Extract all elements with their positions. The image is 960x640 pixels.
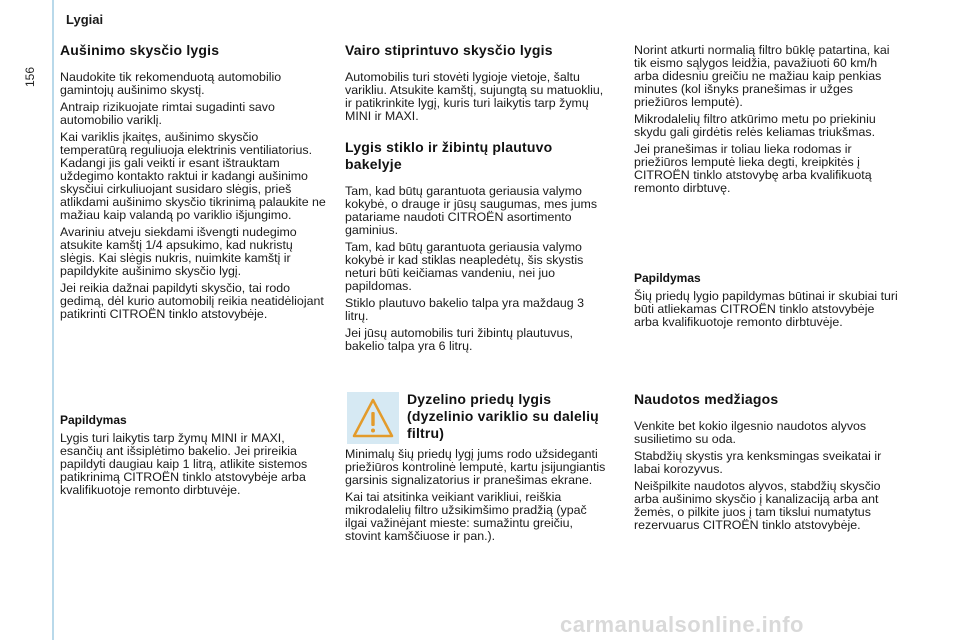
coolant-topup-section bbox=[60, 413, 328, 501]
additive-topup-title: Papildymas bbox=[634, 271, 701, 285]
filter-section bbox=[634, 44, 900, 199]
coolant-para: Antraip rizikuojate rimtai sugadinti savo automobilio variklį. bbox=[60, 100, 275, 127]
washer-para: Tam, kad būtų garantuota geriausia valymo kokybė, o drauge ir jūsų saugumas, mes jums patariame naudoti CITROËN asortimento gaminius. bbox=[345, 184, 598, 237]
coolant-para: Avariniu atveju siekdami išvengti nudegimo atsukite kamštį 1/4 apsukimo, kad nukristų slėgis. Kai slėgis nukris, nuimkite kamštį ir papildykite aušinimo skysčio lygį. bbox=[60, 225, 297, 278]
used-materials-para: Neišpilkite naudotos alyvos, stabdžių skysčio arba aušinimo skysčio į kanalizaciją arba ant žemės, o pilkite juos į tam tikslui numatytus rezervuarus CITROËN tinklo atstovybėje. bbox=[634, 479, 881, 532]
steering-text: Automobilis turi stovėti lygioje vietoje, šaltu varikliu. Atsukite kamštį, sujungtą su matuokliu, ir patikrinkite lygį, kuris turi laikytis tarp žymų MINI ir MAXI. bbox=[345, 70, 604, 123]
washer-para: Tam, kad būtų garantuota geriausia valymo kokybė ir kad stiklas neapledėtų, šis skystis neturi būti keičiamas vandeniu, nei juo papildomas. bbox=[345, 240, 584, 293]
coolant-topup-text: Lygis turi laikytis tarp žymų MINI ir MAXI, esančių ant išsiplėtimo bakelio. Jei prireikia papildyti daugiau kaip 1 litrą, atlikite sistemos patikrinimą CITROËN tinklo atstovybėje arba kvalifikuotoje remonto dirbtuvėje. bbox=[60, 431, 308, 497]
additive-topup-section bbox=[634, 271, 900, 333]
side-accent-bar bbox=[52, 0, 54, 640]
steering-title: Vairo stiprintuvo skysčio lygis bbox=[345, 42, 553, 58]
steering-section bbox=[345, 42, 607, 127]
filter-para: Mikrodalelių filtro atkūrimo metu po priekiniu skydu gali girdėtis relės keliamas triukšmas. bbox=[634, 112, 876, 139]
diesel-para: Kai tai atsitinka veikiant varikliui, reiškia mikrodalelių filtro užsikimšimo pradžią (ypač ilgai važinėjant mieste: sumažintu greičiu, stovint kamščiuose ir pan.). bbox=[345, 490, 587, 543]
filter-para: Norint atkurti normalią filtro būklę patartina, kai tik eismo sąlygos leidžia, pavažiuoti 60 km/h arba didesniu greičiu ne mažiau kaip penkias minutes (kol išnyks pranešimas ir užges priežiūros lemputė). bbox=[634, 43, 890, 109]
warning-triangle-icon bbox=[347, 392, 399, 444]
coolant-para: Kai variklis įkaitęs, aušinimo skysčio temperatūrą reguliuoja elektrinis ventiliatorius. Kadangi jis gali veikti ir esant ištrauktam uždegimo kontakto raktui ir kadangi aušinimo skysčiui cirkuliuojant susidaro slėgis, prieš atlikdami aušinimo skysčio tikrinimą palaukite ne mažiau kaip valandą po variklio išjungimo. bbox=[60, 130, 326, 222]
diesel-para: Minimalų šių priedų lygį jums rodo užsideganti priežiūros kontrolinė lemputė, kartu įsijungiantis garsinis signalizatorius ir pranešimas ekrane. bbox=[345, 447, 606, 487]
diesel-section bbox=[345, 448, 607, 547]
coolant-para: Jei reikia dažnai papildyti skysčio, tai rodo gedimą, dėl kurio automobilį reikia neatidėliojant patikrinti CITROËN tinklo atstovybėje. bbox=[60, 281, 324, 321]
filter-para: Jei pranešimas ir toliau lieka rodomas ir priežiūros lemputė lieka degti, kreipkitės į CITROËN tinklo atstovybę arba kvalifikuotą remonto dirbtuvę. bbox=[634, 142, 872, 195]
used-materials-section bbox=[634, 391, 900, 536]
diesel-title-block bbox=[407, 391, 607, 442]
coolant-section bbox=[60, 42, 328, 325]
warning-box bbox=[347, 392, 399, 444]
washer-title: Lygis stiklo ir žibintų plautuvo bakelyje bbox=[345, 139, 553, 172]
section-label: Lygiai bbox=[66, 12, 104, 27]
used-materials-para: Stabdžių skystis yra kenksmingas sveikatai ir labai korozyvus. bbox=[634, 449, 882, 476]
page-number: 156 bbox=[23, 66, 37, 88]
washer-para: Jei jūsų automobilis turi žibintų plautuvus, bakelio talpa yra 6 litrų. bbox=[345, 326, 573, 353]
coolant-para: Naudokite tik rekomenduotą automobilio gamintojų aušinimo skystį. bbox=[60, 70, 282, 97]
diesel-title: Dyzelino priedų lygis (dyzelinio variklio su dalelių filtru) bbox=[407, 391, 599, 441]
washer-para: Stiklo plautuvo bakelio talpa yra maždaug 3 litrų. bbox=[345, 296, 585, 323]
watermark: carmanualsonline.info bbox=[560, 612, 804, 637]
used-materials-para: Venkite bet kokio ilgesnio naudotos alyvos susilietimo su oda. bbox=[634, 419, 867, 446]
additive-topup-text: Šių priedų lygio papildymas būtinai ir skubiai turi būti atliekamas CITROËN tinklo atstovybėje arba kvalifikuotoje remonto dirbtuvėje. bbox=[634, 289, 898, 329]
coolant-title: Aušinimo skysčio lygis bbox=[60, 42, 220, 58]
coolant-topup-title: Papildymas bbox=[60, 413, 127, 427]
used-materials-title: Naudotos medžiagos bbox=[634, 391, 779, 407]
washer-section bbox=[345, 139, 607, 357]
